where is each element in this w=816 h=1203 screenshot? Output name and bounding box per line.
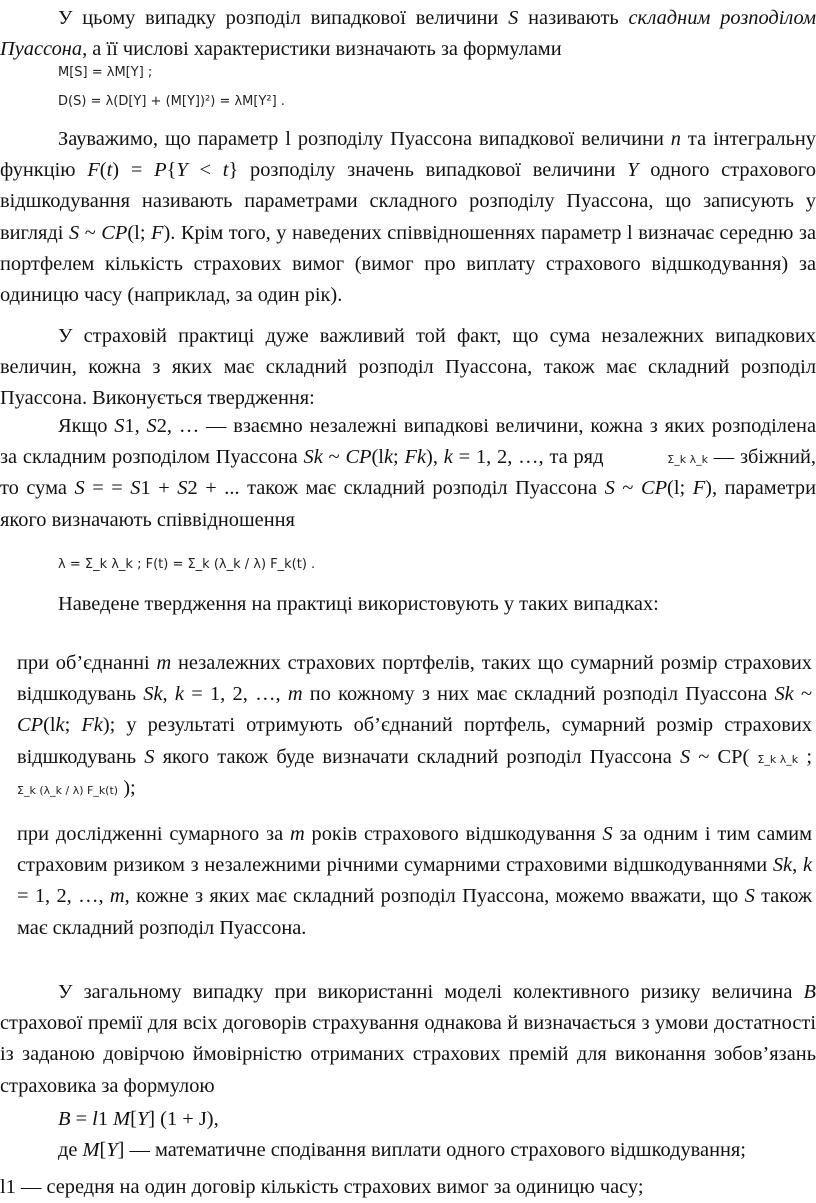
inline-formula: Σ_k (λ_k / λ) F_k(t) (17, 783, 119, 797)
text: , а її числові характеристики визначають за формулами (82, 38, 562, 61)
text: називають (518, 7, 629, 29)
list-item-merged-portfolios (17, 648, 812, 804)
variable: M (82, 1139, 100, 1161)
text: також має складний розподіл Пуассона. (17, 885, 812, 939)
variable: Y (627, 159, 639, 182)
paragraph-parameters (0, 124, 816, 311)
text: ; (64, 714, 82, 737)
text: при об’єднанні (17, 652, 157, 674)
variable: CP (640, 477, 668, 500)
variable: k (383, 446, 394, 469)
text: та інтегральну функцію (0, 128, 816, 182)
text: } розподілу значень випадкової величини (228, 159, 628, 182)
text: [ (99, 1139, 107, 1161)
text: по кожному з них має складний розподіл Пуассона (302, 683, 775, 706)
text: — збіжний, то сума (0, 446, 816, 500)
text: = = (84, 477, 131, 500)
paragraph-compound-poisson-definition (0, 3, 816, 65)
variable: m (156, 652, 172, 674)
formula-variance: D(S) = λ(D[Y] + (M[Y])²) = λM[Y²] . (58, 94, 285, 109)
text: (l; (127, 221, 152, 244)
text: років страхового відшкодування (304, 823, 603, 845)
text: незалежних страхових портфелів, таких що сумарний розмір страхових відшкодувань (17, 652, 812, 706)
text: ~ CP( (690, 745, 758, 768)
text: = 1, 2, …, та ряд (452, 446, 610, 469)
variable: S (508, 7, 519, 29)
variable: S (146, 415, 157, 437)
text: одного страхового відшкодування називають параметрами складного розподілу Пуассона, що записують у вигляді (0, 159, 816, 244)
text: страхової премії для всіх договорів страхування однакова й визначається з умови достатності із заданою довірчою ймовірністю отриманих страхових премій для виконання зобов’язань страховика за формулою (0, 1012, 816, 1097)
variable: t (106, 159, 113, 182)
text: Зауважимо, що параметр l розподілу Пуассона випадкової величини (58, 128, 671, 150)
text: ; (798, 745, 813, 768)
inline-formula: Σ_k λ_k (757, 752, 799, 766)
variable: S (602, 823, 613, 845)
paragraph-collective-risk-premium (0, 977, 816, 1102)
text: ) = (112, 159, 155, 182)
text: (l; (667, 477, 693, 500)
text: ( (99, 159, 107, 182)
text: ~ (614, 477, 641, 500)
variable: l (92, 1108, 98, 1130)
text: { (166, 159, 177, 182)
term-compound-poisson: складним розподілом Пуассона (0, 7, 816, 61)
variable: n (670, 128, 681, 150)
variable: CP (101, 221, 128, 244)
variable: S (144, 745, 155, 768)
text: ); (118, 776, 136, 799)
text: ~ (322, 446, 346, 469)
formula-premium (0, 1104, 816, 1135)
paragraph-use-cases-intro: Наведене твердження на практиці використовують у таких випадках: (58, 593, 659, 615)
text: , (162, 683, 175, 706)
text: при дослідженні сумарного за (17, 823, 290, 845)
variable: S (679, 745, 691, 768)
paragraph-sum-property: У страховій практиці дуже важливий той факт, що сума незалежних випадкових величин, кожна з яких має складний розподіл Пуассона, також має складний розподіл Пуассона. Виконується твердження: (0, 325, 816, 410)
variable: F (151, 221, 164, 244)
text: ); у результаті отримують об’єднаний портфель, сумарний розмір страхових відшкодувань (17, 714, 812, 768)
variable: B (58, 1108, 71, 1130)
variable: S (744, 885, 755, 908)
text: 1 + (140, 477, 178, 500)
definition-expectation (0, 1135, 816, 1166)
variable: Fk (81, 714, 103, 737)
variable: Y (106, 1139, 118, 1161)
text: У загальному випадку при використанні моделі колективного ризику величина (58, 981, 804, 1003)
text: 2, … — взаємно незалежні випадкові величини, кожна з яких розподілена за складним розподілом Пуассона (0, 415, 816, 469)
variable: Sk (303, 446, 323, 469)
variable: Y (136, 1108, 149, 1130)
text: ] — математичне сподівання виплати одного страхового відшкодування; (117, 1139, 746, 1161)
variable: k (55, 714, 65, 737)
text: 1, (124, 415, 147, 437)
definition-claims-count: l1 — середня на один договір кількість страхових вимог за одиницю часу; (0, 1176, 644, 1198)
text: ~ (793, 683, 813, 706)
text: ), (426, 446, 444, 469)
text: ] (1 + J), (148, 1108, 219, 1130)
formula-lambda-and-F: λ = Σ_k λ_k ; F(t) = Σ_k (λ_k / λ) F_k(t) . (58, 557, 316, 572)
variable: CP (17, 714, 44, 737)
variable: k (802, 854, 812, 877)
variable: CP (345, 446, 372, 469)
variable: m (109, 885, 125, 908)
variable: S (69, 221, 80, 244)
text: 2 + ... також має складний розподіл Пуассона (187, 477, 605, 500)
variable: Sk (772, 854, 793, 877)
inline-formula: Σ_k λ_k (667, 453, 708, 467)
variable: S (177, 477, 188, 500)
variable: S (604, 477, 615, 500)
variable: Sk (774, 683, 794, 706)
text: де (58, 1139, 83, 1161)
variable: Sk (143, 683, 163, 706)
variable: m (287, 683, 303, 706)
text: , (792, 854, 803, 877)
variable: F (692, 477, 706, 500)
text: ~ (79, 221, 102, 244)
text: якого також буде визначати складний розподіл Пуассона (154, 745, 680, 768)
text: ), параметри якого визначають співвідношення (0, 477, 816, 531)
text: = 1, 2, …, (183, 683, 288, 706)
text: , кожне з яких має складний розподіл Пуассона, можемо вважати, що (124, 885, 745, 908)
text: = (70, 1108, 93, 1130)
variable: M (113, 1108, 131, 1130)
variable: S (114, 415, 125, 437)
text: ). Крім того, у наведених співвідношеннях параметр l визначає середню за портфелем кількість страхових вимог (вимог про виплату страхового відшкодування) за одиницю часу (наприклад, за один рік). (0, 221, 816, 307)
variable: Fk (404, 446, 427, 469)
list-item-multi-year (17, 819, 812, 944)
text: = 1, 2, …, (17, 885, 110, 908)
text: ; (393, 446, 405, 469)
text: У цьому випадку розподіл випадкової величини (58, 7, 509, 29)
text: [ (130, 1108, 137, 1130)
variable: m (289, 823, 305, 845)
variable: B (803, 981, 816, 1003)
variable: F (87, 159, 100, 182)
variable: S (130, 477, 141, 500)
variable: S (74, 477, 85, 500)
text: 1 (97, 1108, 114, 1130)
text: (l (371, 446, 384, 469)
variable: k (443, 446, 453, 469)
variable: P (154, 159, 167, 182)
variable: Y (176, 159, 188, 182)
formula-expectation: M[S] = λM[Y] ; (58, 65, 153, 80)
text: за одним і тим самим страховим ризиком з незалежними річними сумарними страховими відшкодуваннями (17, 823, 812, 877)
text: (l (43, 714, 56, 737)
paragraph-theorem (0, 411, 816, 536)
text: Якщо (58, 415, 115, 437)
variable: t (222, 159, 229, 182)
text: < (187, 159, 223, 182)
variable: k (174, 683, 184, 706)
